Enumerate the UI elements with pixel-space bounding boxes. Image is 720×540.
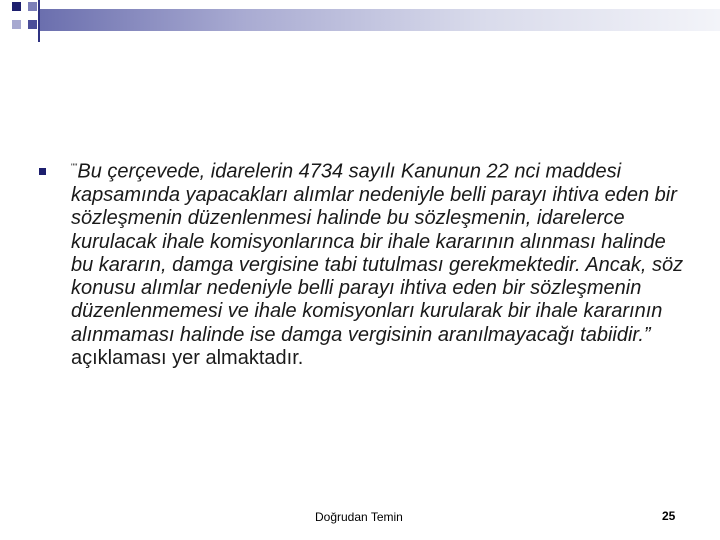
quote-marks: "" [71,162,78,172]
page-number: 25 [662,509,676,523]
bullet-square-icon [39,168,46,175]
decor-square [28,2,37,11]
header-vertical-line [38,0,40,42]
header-decoration [0,0,720,50]
header-gradient-band [40,9,720,31]
quoted-text: Bu çerçevede, idarelerin 4734 sayılı Kanunun 22 nci maddesi kapsamında yapacakları alımlar nedeniyle belli parayı ihtiva eden bir sözleşmenin düzenlenmesi halinde bu sözleşmenin, idarelerce kurulacak ihale komisyonlarınca bir ihale kararının alınması halinde bu kararın, damga vergisine tabi tutulması gerekmektedir. Ancak, söz konusu alımlar nedeniyle belli parayı ihtiva eden bir sözleşmenin düzenlenmemesi ve ihale komisyonları kurularak bir ihale kararının alınmaması halinde ise damga vergisinin aranılmayacağı tabiidir.” [71,160,684,346]
decor-square [28,20,37,29]
footer-title: Doğrudan Temin [315,510,403,524]
bullet-paragraph [71,156,686,370]
decor-square [12,20,21,29]
trailing-text: açıklaması yer almaktadır. [71,347,304,370]
decor-square [12,2,21,11]
